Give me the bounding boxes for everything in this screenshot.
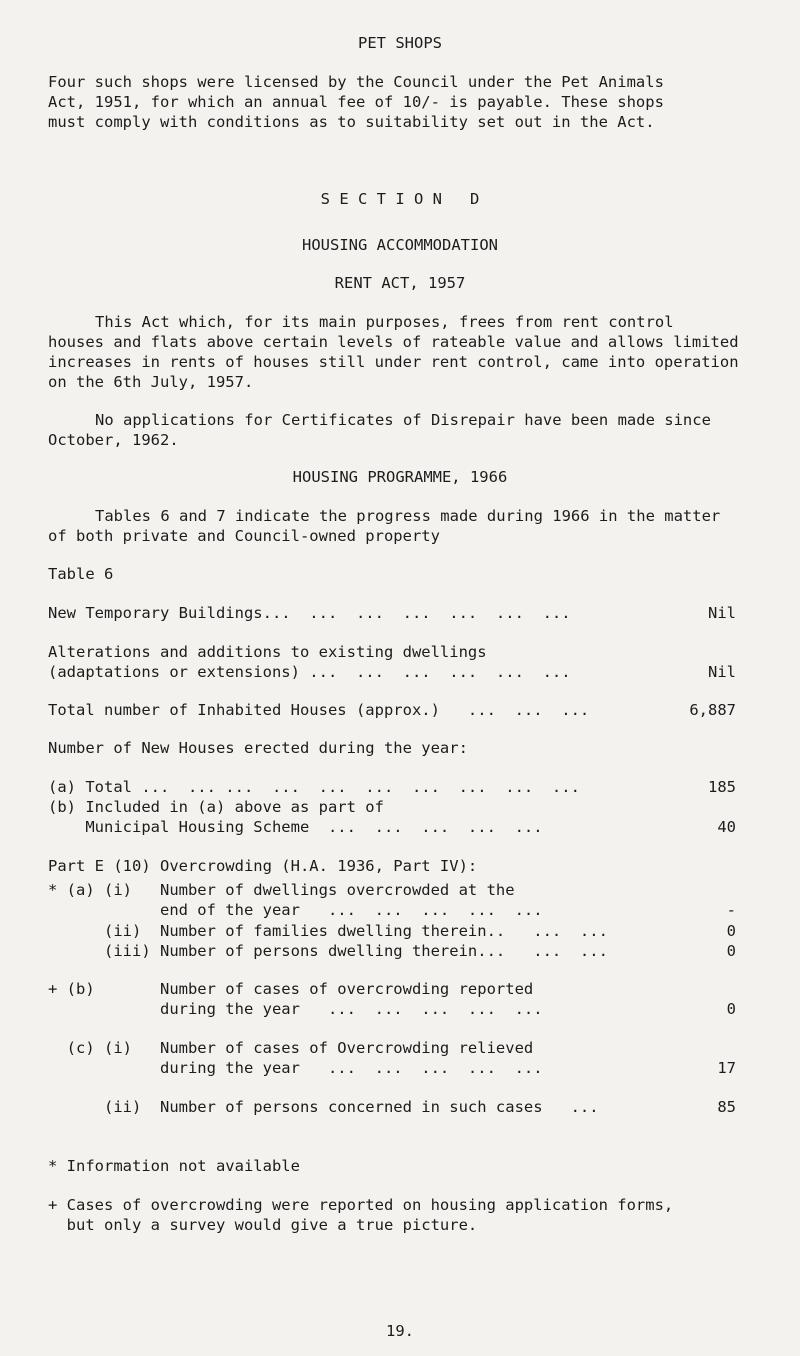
overcrowded-dwellings-label-2: end of the year ... ... ... ... ... (48, 901, 543, 919)
section-title: HOUSING ACCOMMODATION (302, 236, 498, 254)
footnote-plus-line-2: but only a survey would give a true picture. (48, 1216, 478, 1234)
programme-line-2: of both private and Council-owned property (48, 527, 440, 545)
rent-act-line-2: houses and flats above certain levels of rateable value and allows limited (48, 333, 739, 351)
page-heading: PET SHOPS (358, 34, 442, 52)
inhabited-houses-label: Total number of Inhabited Houses (approx.) ... ... ... (48, 701, 590, 719)
new-houses-total-label: (a) Total ... ... ... ... ... ... ... ... ... ... (48, 778, 580, 796)
disrepair-line-2: October, 1962. (48, 431, 179, 449)
municipal-label-1: (b) Included in (a) above as part of (48, 798, 384, 816)
table-label: Table 6 (48, 565, 114, 583)
rent-act-line-4: on the 6th July, 1957. (48, 373, 254, 391)
persons-concerned-value: 85 (717, 1098, 736, 1116)
programme-title: HOUSING PROGRAMME, 1966 (292, 468, 508, 486)
alterations-label-1: Alterations and additions to existing dwellings (48, 643, 487, 661)
alterations-value: Nil (708, 663, 736, 681)
new-houses-total-value: 185 (708, 778, 736, 796)
overcrowded-dwellings-value: - (726, 901, 736, 919)
overcrowded-dwellings-label-1: * (a) (i) Number of dwellings overcrowded at the (48, 881, 515, 899)
page-number: 19. (386, 1322, 414, 1340)
pet-shops-line-3: must comply with conditions as to suitability set out in the Act. (48, 113, 655, 131)
temp-buildings-label: New Temporary Buildings... ... ... ... ... ... ... (48, 604, 571, 622)
temp-buildings-value: Nil (708, 604, 736, 622)
new-houses-label: Number of New Houses erected during the year: (48, 739, 468, 757)
families-value: 0 (726, 922, 736, 940)
municipal-value: 40 (717, 818, 736, 836)
municipal-label-2: Municipal Housing Scheme ... ... ... ... ... (48, 818, 543, 836)
persons-concerned-label: (ii) Number of persons concerned in such cases ... (48, 1098, 599, 1116)
families-label: (ii) Number of families dwelling therein.. ... ... (48, 922, 608, 940)
footnote-star: * Information not available (48, 1157, 300, 1175)
inhabited-houses-value: 6,887 (689, 701, 736, 719)
cases-reported-value: 0 (726, 1000, 736, 1018)
rent-act-line-1: This Act which, for its main purposes, frees from rent control (95, 313, 674, 331)
cases-reported-label-1: + (b) Number of cases of overcrowding reported (48, 980, 534, 998)
pet-shops-line-1: Four such shops were licensed by the Council under the Pet Animals (48, 73, 664, 91)
cases-relieved-label-1: (c) (i) Number of cases of Overcrowding relieved (48, 1039, 534, 1057)
cases-relieved-value: 17 (717, 1059, 736, 1077)
programme-line-1: Tables 6 and 7 indicate the progress made during 1966 in the matter (95, 507, 721, 525)
cases-relieved-label-2: during the year ... ... ... ... ... (48, 1059, 543, 1077)
footnote-plus-line-1: + Cases of overcrowding were reported on housing application forms, (48, 1196, 674, 1214)
persons-value: 0 (726, 942, 736, 960)
section-label: S E C T I O N D (320, 190, 480, 208)
persons-label: (iii) Number of persons dwelling therein... ... ... (48, 942, 608, 960)
overcrowding-heading: Part E (10) Overcrowding (H.A. 1936, Part IV): (48, 857, 478, 875)
pet-shops-line-2: Act, 1951, for which an annual fee of 10/- is payable. These shops (48, 93, 664, 111)
disrepair-line-1: No applications for Certificates of Disrepair have been made since (95, 411, 711, 429)
rent-act-title: RENT ACT, 1957 (334, 274, 466, 292)
cases-reported-label-2: during the year ... ... ... ... ... (48, 1000, 543, 1018)
alterations-label-2: (adaptations or extensions) ... ... ... ... ... ... (48, 663, 571, 681)
rent-act-line-3: increases in rents of houses still under rent control, came into operation (48, 353, 739, 371)
